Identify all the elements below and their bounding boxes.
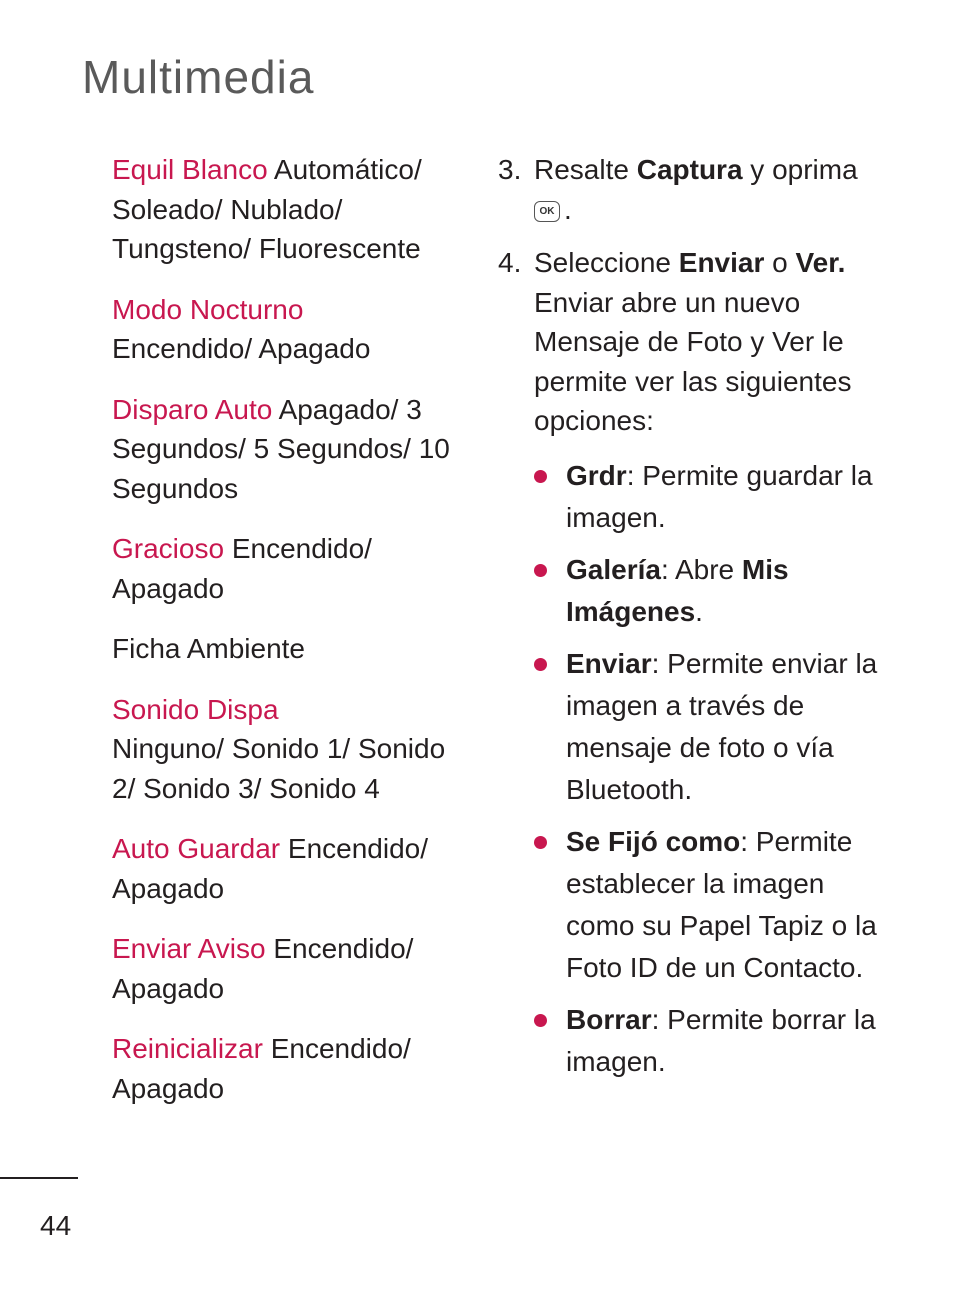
setting-value: Encendido/ Apagado <box>112 1033 411 1104</box>
setting-value: Apagado/ 3 Segundos/ 5 Segundos/ 10 Segundos <box>112 393 450 504</box>
option-text: : Permite enviar la imagen a través de mensaje de foto o vía Bluetooth. <box>566 647 878 805</box>
option-se-fijo-como <box>498 821 878 989</box>
setting-value: Ninguno/ Sonido 1/ Sonido 2/ Sonido 3/ Sonido 4 <box>112 733 446 804</box>
step-end: . <box>564 193 572 225</box>
setting-term: Equil Blanco <box>112 154 268 185</box>
setting-equil-blanco <box>112 150 462 269</box>
page-title: Multimedia <box>82 51 315 103</box>
step-keyword: Captura <box>636 154 743 185</box>
option-grdr <box>498 455 878 539</box>
setting-enviar-aviso <box>112 929 462 1008</box>
setting-reinicializar <box>112 1029 462 1108</box>
step-4 <box>498 243 878 441</box>
option-borrar <box>498 999 878 1083</box>
step-text: Seleccione <box>534 247 671 278</box>
option-label: Borrar <box>566 1003 652 1035</box>
option-text: : Permite establecer la imagen como su Papel Tapiz o la Foto ID de un Contacto. <box>566 825 877 983</box>
ok-key-icon: OK <box>534 201 560 222</box>
bullet-icon <box>534 836 547 849</box>
option-enviar <box>498 643 878 811</box>
bullet-icon <box>534 470 547 483</box>
setting-sonido-dispa <box>112 690 462 809</box>
step-keyword: Enviar <box>678 247 765 278</box>
step-text: Resalte <box>534 154 629 185</box>
option-label: Galería <box>566 553 661 585</box>
option-text: : Permite borrar la imagen. <box>566 1003 876 1077</box>
setting-term: Modo Nocturno <box>112 293 304 325</box>
setting-modo-nocturno <box>112 290 462 369</box>
option-label: Enviar <box>566 647 652 679</box>
option-end: . <box>695 595 703 627</box>
footer-rule <box>0 1177 78 1179</box>
step-text: y oprima <box>750 154 858 185</box>
option-galeria <box>498 549 878 633</box>
option-text: : Abre <box>660 553 735 585</box>
option-label-2: Mis Imágenes <box>566 553 789 627</box>
setting-term: Auto Guardar <box>112 833 281 864</box>
setting-value: Encendido/ Apagado <box>112 533 372 604</box>
setting-ficha-ambiente <box>112 629 462 669</box>
setting-value: Automático/ Soleado/ Nublado/ Tungsteno/ Fluorescente <box>112 154 422 264</box>
page-number: 44 <box>40 1210 72 1241</box>
setting-value: Encendido/ Apagado <box>112 933 414 1004</box>
setting-value: Encendido/ Apagado <box>112 833 428 904</box>
setting-gracioso <box>112 529 462 608</box>
setting-term: Gracioso <box>112 533 225 564</box>
step-number: 3. <box>498 154 522 185</box>
step-text: o <box>772 247 788 278</box>
setting-auto-guardar <box>112 829 462 908</box>
options-list <box>498 455 878 1083</box>
step-3 <box>498 150 878 229</box>
step-number: 4. <box>498 247 522 278</box>
step-body: Enviar abre un nuevo Mensaje de Foto y Ver le permite ver las siguientes opciones: <box>534 286 852 436</box>
setting-term: Reinicializar <box>112 1033 263 1064</box>
setting-term: Disparo Auto <box>112 393 273 425</box>
setting-term: Sonido Dispa <box>112 693 279 725</box>
setting-value: Ficha Ambiente <box>112 633 305 664</box>
step-keyword: Ver. <box>795 247 846 278</box>
bullet-icon <box>534 564 547 577</box>
option-text: : Permite guardar la imagen. <box>566 459 873 533</box>
option-label: Se Fijó como <box>566 825 741 857</box>
setting-value: Encendido/ Apagado <box>112 333 371 364</box>
option-label: Grdr <box>566 459 627 491</box>
instructions <box>498 150 878 1093</box>
bullet-icon <box>534 658 547 671</box>
setting-disparo-auto <box>112 390 462 509</box>
settings-list <box>112 150 462 1129</box>
bullet-icon <box>534 1014 547 1027</box>
setting-term: Enviar Aviso <box>112 933 266 964</box>
